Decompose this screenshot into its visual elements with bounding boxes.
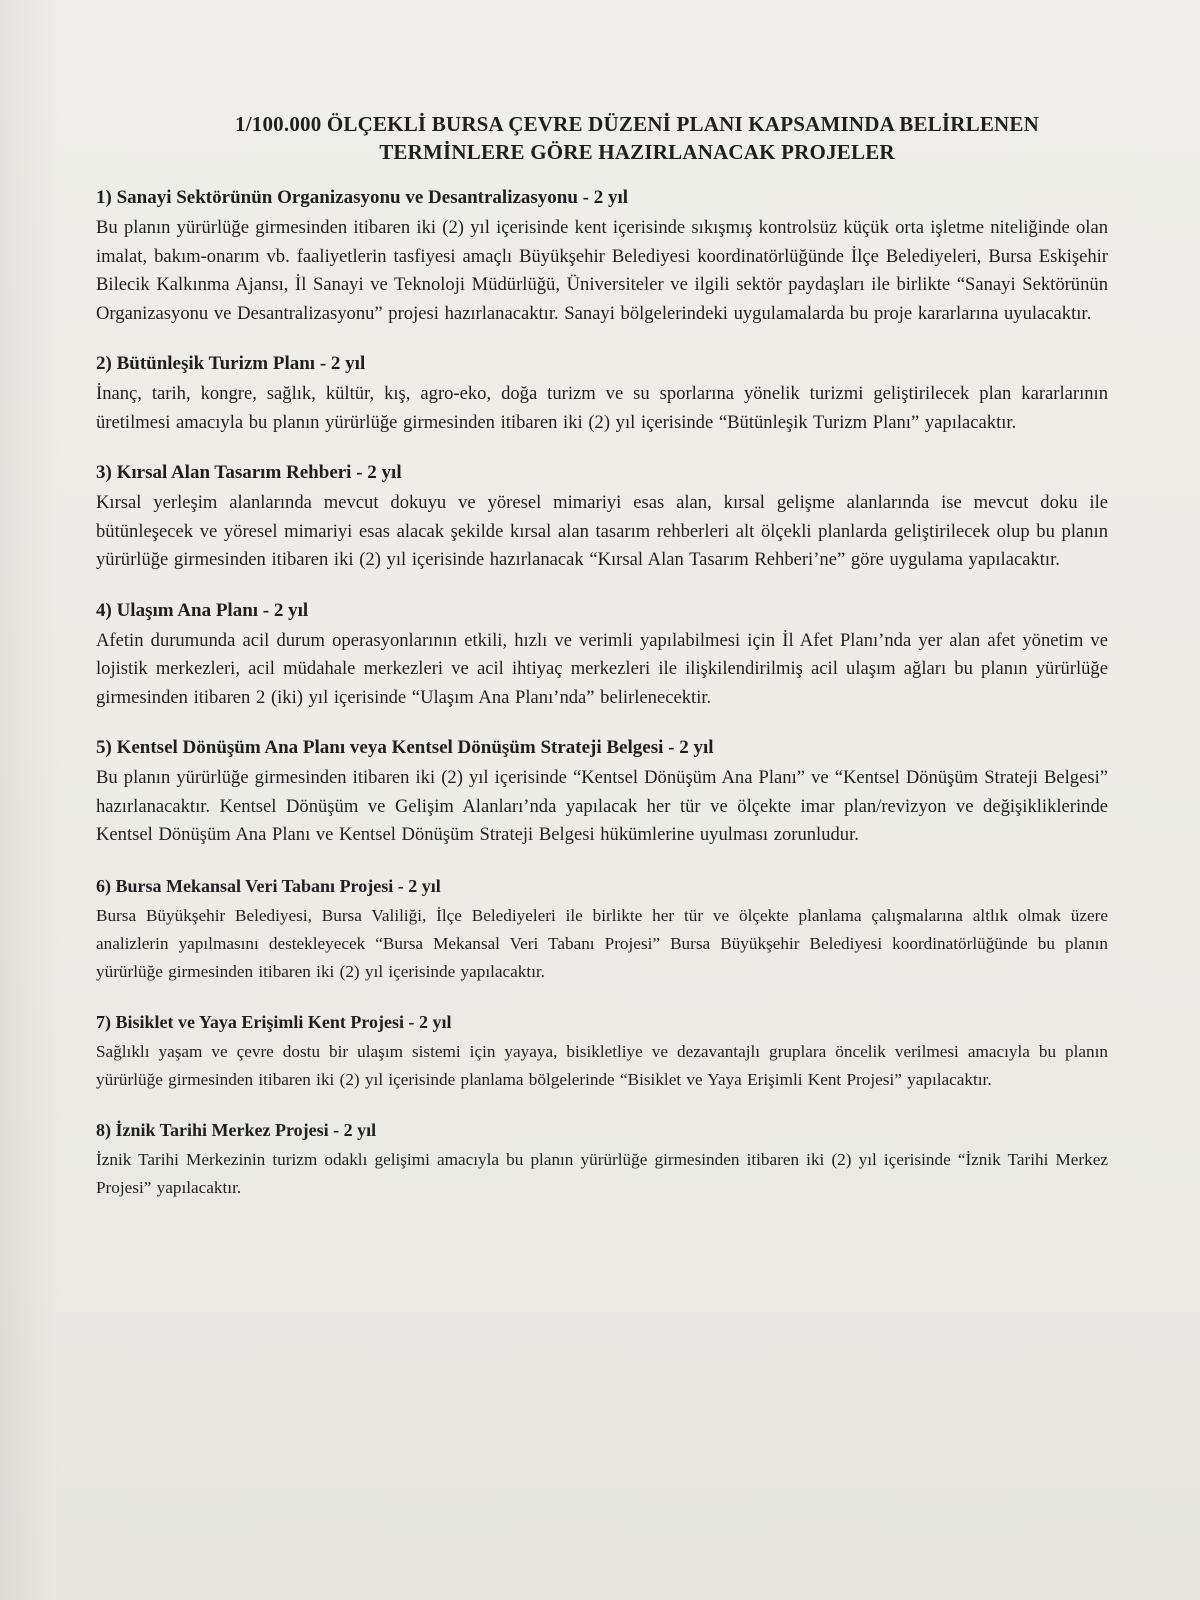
- section-heading: 5) Kentsel Dönüşüm Ana Planı veya Kentsel Dönüşüm Strateji Belgesi - 2 yıl: [96, 737, 714, 758]
- section-7: [96, 1008, 1108, 1094]
- section-heading: 3) Kırsal Alan Tasarım Rehberi - 2 yıl: [96, 462, 402, 483]
- section-heading: 7) Bisiklet ve Yaya Erişimli Kent Projesi - 2 yıl: [96, 1011, 452, 1032]
- section-body: Bu planın yürürlüğe girmesinden itibaren iki (2) yıl içerisinde “Kentsel Dönüşüm Ana Planı” ve “Kentsel Dönüşüm Strateji Belgesi” hazırlanacaktır. Kentsel Dönüşüm ve Gelişim Alanları’nda yapılacak her tür ve ölçekte imar plan/revizyon ve değişikliklerinde Kentsel Dönüşüm Ana Planı ve Kentsel Dönüşüm Strateji Belgesi hükümlerine uyulması zorunludur.: [96, 767, 1108, 845]
- section-body: Bursa Büyükşehir Belediyesi, Bursa Valiliği, İlçe Belediyeleri ile birlikte her tür ve ölçekte planlama çalışmalarına altlık olmak üzere analizlerin yapılmasını destekleyecek “Bursa Mekansal Veri Tabanı Projesi” Bursa Büyükşehir Belediyesi koordinatörlüğünde bu planın yürürlüğe girmesinden itibaren iki (2) yıl içerisinde yapılacaktır.: [96, 905, 1108, 981]
- section-heading: 6) Bursa Mekansal Veri Tabanı Projesi - 2 yıl: [96, 875, 441, 896]
- section-body: İznik Tarihi Merkezinin turizm odaklı gelişimi amacıyla bu planın yürürlüğe girmesinden itibaren iki (2) yıl içerisinde “İznik Tarihi Merkez Projesi” yapılacaktır.: [96, 1149, 1108, 1197]
- section-4: [96, 597, 1108, 713]
- section-heading: 2) Bütünleşik Turizm Planı - 2 yıl: [96, 353, 366, 374]
- section-heading: 1) Sanayi Sektörünün Organizasyonu ve Desantralizasyonu - 2 yıl: [96, 187, 629, 208]
- section-8: [96, 1116, 1108, 1202]
- title-line-1: 1/100.000 ÖLÇEKLİ BURSA ÇEVRE DÜZENİ PLANI KAPSAMINDA BELİRLENEN: [235, 112, 1039, 136]
- section-6: [96, 872, 1108, 986]
- section-2: [96, 350, 1108, 437]
- section-body: Kırsal yerleşim alanlarında mevcut dokuyu ve yöresel mimariyi esas alan, kırsal gelişme alanlarında ise mevcut doku ile bütünleşecek ve yöresel mimariyi esas alacak şekilde kırsal alan tasarım rehberleri alt ölçekli planlarda geliştirilecek olup bu planın yürürlüğe girmesinden itibaren iki (2) yıl içerisinde hazırlanacak “Kırsal Alan Tasarım Rehberi’ne” göre uygulama yapılacaktır.: [96, 492, 1108, 570]
- section-body: Sağlıklı yaşam ve çevre dostu bir ulaşım sistemi için yayaya, bisikletliye ve dezavantajlı gruplara öncelik verilmesi amacıyla bu planın yürürlüğe girmesinden itibaren iki (2) yıl içerisinde planlama bölgelerinde “Bisiklet ve Yaya Erişimli Kent Projesi” yapılacaktır.: [96, 1041, 1108, 1089]
- title-line-2: TERMİNLERE GÖRE HAZIRLANACAK PROJELER: [379, 140, 895, 164]
- section-body: Afetin durumunda acil durum operasyonlarının etkili, hızlı ve verimli yapılabilmesi için İl Afet Planı’nda yer alan afet yönetim ve lojistik merkezleri, acil müdahale merkezleri ve acil ihtiyaç merkezleri ile ilişkilendirilmiş acil ulaşım ağları bu planın yürürlüğe girmesinden itibaren 2 (iki) yıl içerisinde “Ulaşım Ana Planı’nda” belirlenecektir.: [96, 629, 1108, 708]
- document-title: [166, 110, 1108, 166]
- section-1: [96, 184, 1108, 328]
- section-body: Bu planın yürürlüğe girmesinden itibaren iki (2) yıl içerisinde kent içerisinde sıkışmış kontrolsüz küçük orta işletme niteliğinde olan imalat, bakım-onarım vb. faaliyetlerin tasfiyesi amaçlı Büyükşehir Belediyesi koordinatörlüğünde İlçe Belediyeleri, Bursa Eskişehir Bilecik Kalkınma Ajansı, İl Sanayi ve Teknoloji Müdürlüğü, Üniversiteler ve ilgili sektör paydaşları ile birlikte “Sanayi Sektörünün Organizasyonu ve Desantralizasyonu” projesi hazırlanacaktır. Sanayi bölgelerindeki uygulamalarda bu proje kararlarına uyulacaktır.: [96, 217, 1108, 324]
- section-5: [96, 734, 1108, 850]
- section-heading: 4) Ulaşım Ana Planı - 2 yıl: [96, 599, 309, 621]
- section-3: [96, 459, 1108, 575]
- section-heading: 8) İznik Tarihi Merkez Projesi - 2 yıl: [96, 1119, 377, 1140]
- section-body: İnanç, tarih, kongre, sağlık, kültür, kış, agro-eko, doğa turizm ve su sporlarına yönelik turizmi geliştirilecek plan kararlarının üretilmesi amacıyla bu planın yürürlüğe girmesinden itibaren iki (2) yıl içerisinde “Bütünleşik Turizm Planı” yapılacaktır.: [96, 383, 1108, 433]
